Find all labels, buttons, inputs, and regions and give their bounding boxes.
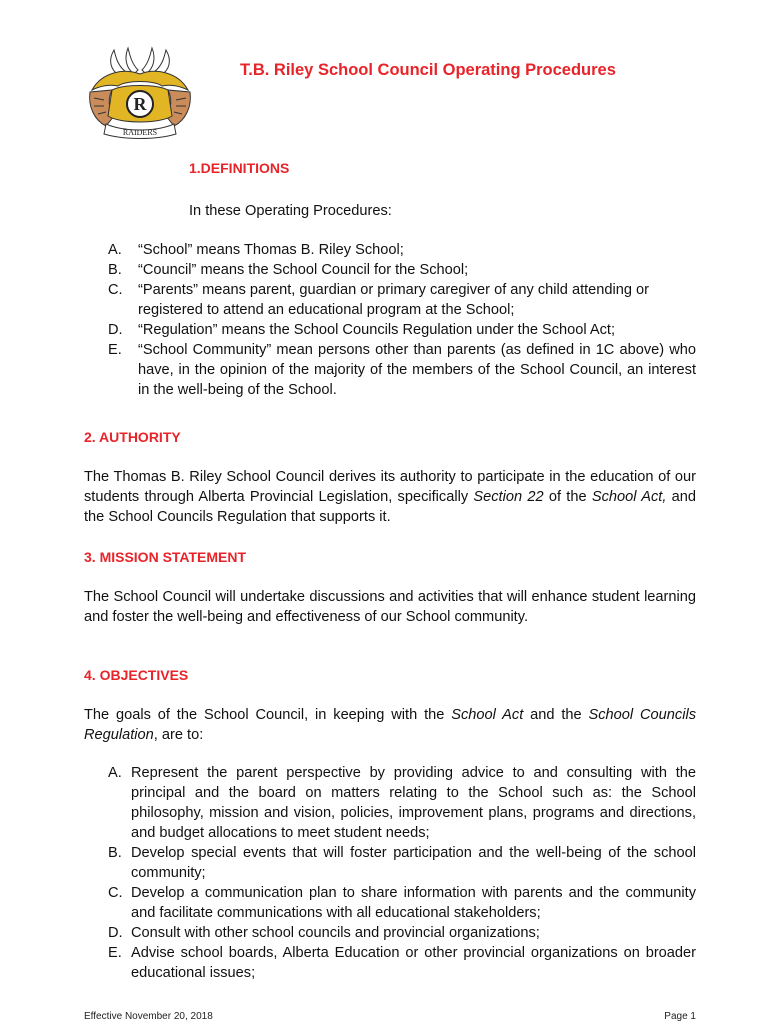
list-item-text: “School” means Thomas B. Riley School;: [138, 242, 404, 258]
footer-page-number: Page 1: [664, 1011, 696, 1022]
list-item-text: “School Community” mean persons other than parents (as defined in 1C above) who have, in the opinion of the majority of the members of the School Council, an interest in the well-being of the School.: [138, 342, 696, 398]
list-item: [84, 320, 696, 340]
list-item-label: D.: [108, 322, 123, 338]
mission-paragraph: The School Council will undertake discussions and activities that will enhance student learning and foster the well-being and effectiveness of our School community.: [84, 589, 696, 625]
list-item: [84, 923, 696, 943]
list-item-label: D.: [108, 925, 123, 941]
objectives-intro-b: and the: [523, 707, 589, 723]
list-item-text: Represent the parent perspective by providing advice to and consulting with the principal and the board on matters relating to the School such as: the School philosophy, mission and vision, policies, improvement plans, programs and directions, and budget allocations to meet student needs;: [131, 765, 696, 841]
list-item: [84, 763, 696, 843]
list-item-text: Consult with other school councils and provincial organizations;: [131, 925, 540, 941]
authority-italic-a: Section 22: [473, 489, 544, 505]
definitions-heading: 1.DEFINITIONS: [189, 160, 290, 176]
list-item-label: C.: [108, 885, 123, 901]
objectives-intro: [84, 705, 696, 745]
definitions-intro: In these Operating Procedures:: [189, 203, 392, 219]
list-item-text: “Regulation” means the School Councils Regulation under the School Act;: [138, 322, 616, 338]
authority-paragraph: [84, 467, 696, 527]
logo-letter: R: [133, 94, 147, 114]
authority-heading: 2. AUTHORITY: [84, 429, 181, 445]
list-item: [84, 280, 696, 320]
list-item: [84, 340, 696, 400]
raiders-logo: [84, 46, 196, 142]
objectives-intro-c: , are to:: [153, 727, 204, 743]
authority-text-b: of the: [543, 489, 592, 505]
list-item: [84, 943, 696, 983]
authority-text-a: The Thomas B. Riley School Council derives its authority to participate in the education of our students through Alberta Provincial Legislation, specifically: [84, 469, 696, 505]
definitions-list: [84, 240, 696, 400]
list-item-text: “Council” means the School Council for the School;: [138, 262, 469, 278]
objectives-intro-a: The goals of the School Council, in keeping with the: [84, 707, 452, 723]
list-item: [84, 883, 696, 923]
list-item-label: A.: [108, 242, 122, 258]
list-item-text: Develop a communication plan to share information with parents and the community and facilitate communications with all educational stakeholders;: [131, 885, 696, 921]
list-item-label: E.: [108, 342, 122, 358]
objectives-heading: 4. OBJECTIVES: [84, 667, 189, 683]
objectives-intro-italic-a: School Act: [451, 707, 524, 723]
logo-text: RAIDERS: [122, 128, 158, 137]
mission-heading: 3. MISSION STATEMENT: [84, 549, 247, 565]
page-title: T.B. Riley School Council Operating Procedures: [240, 61, 616, 79]
objectives-list: [84, 763, 696, 983]
list-item-label: E.: [108, 945, 122, 961]
list-item-text: Advise school boards, Alberta Education or other provincial organizations on broader educational issues;: [131, 945, 696, 981]
footer-effective-date: Effective November 20, 2018: [84, 1011, 213, 1022]
list-item: [84, 843, 696, 883]
list-item-label: B.: [108, 262, 122, 278]
list-item: [84, 260, 696, 280]
list-item-text: “Parents” means parent, guardian or primary caregiver of any child attending or registered to attend an educational program at the School;: [138, 282, 650, 318]
authority-italic-b: School Act,: [591, 489, 667, 505]
objectives-intro-italic-b: School Councils Regulation: [84, 707, 696, 743]
authority-text-c: and the School Councils Regulation that supports it.: [84, 489, 696, 525]
list-item-label: C.: [108, 282, 123, 298]
list-item-text: Develop special events that will foster participation and the well-being of the school community;: [131, 845, 696, 881]
list-item-label: B.: [108, 845, 122, 861]
list-item: [84, 240, 696, 260]
list-item-label: A.: [108, 765, 122, 781]
